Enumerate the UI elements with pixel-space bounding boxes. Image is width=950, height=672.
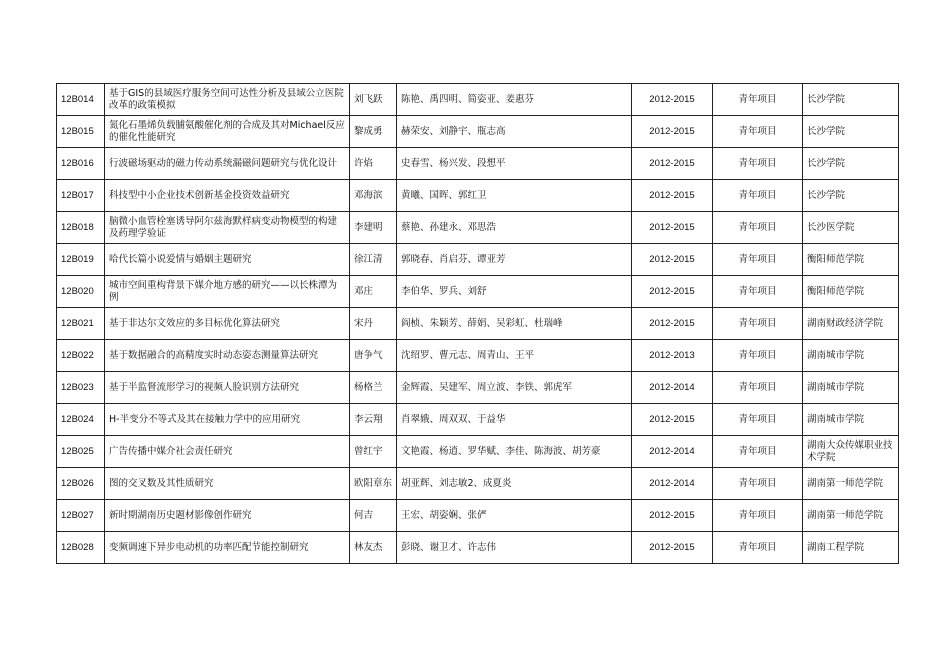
project-years-cell: 2012-2014 <box>632 468 713 500</box>
project-members-cell: 肖翠娥、周双双、于益华 <box>397 404 632 436</box>
project-unit-cell: 湖南城市学院 <box>803 404 899 436</box>
project-unit-cell: 长沙医学院 <box>803 212 899 244</box>
table-row <box>57 276 899 308</box>
project-type-cell: 青年项目 <box>713 276 803 308</box>
project-id-cell: 12B018 <box>57 212 105 244</box>
project-title-cell: 基于半监督流形学习的视频人脸识别方法研究 <box>105 372 350 404</box>
project-id-cell: 12B020 <box>57 276 105 308</box>
project-leader-cell: 刘飞跃 <box>350 84 397 116</box>
table-row <box>57 116 899 148</box>
project-type-cell: 青年项目 <box>713 308 803 340</box>
table-row <box>57 500 899 532</box>
project-years-cell: 2012-2015 <box>632 244 713 276</box>
table-row <box>57 212 899 244</box>
table-row <box>57 148 899 180</box>
project-unit-cell: 湖南城市学院 <box>803 340 899 372</box>
project-type-cell: 青年项目 <box>713 532 803 564</box>
project-title-cell: 行波磁场驱动的磁力传动系统漏磁问题研究与优化设计 <box>105 148 350 180</box>
project-members-cell: 王宏、胡姿娴、张俨 <box>397 500 632 532</box>
project-members-cell: 黄曦、国晖、郭红卫 <box>397 180 632 212</box>
project-members-cell: 胡亚辉、刘志敏2、成夏炎 <box>397 468 632 500</box>
project-years-cell: 2012-2015 <box>632 212 713 244</box>
project-leader-cell: 唐争气 <box>350 340 397 372</box>
project-title-cell: H-半变分不等式及其在接触力学中的应用研究 <box>105 404 350 436</box>
project-leader-cell: 许焰 <box>350 148 397 180</box>
project-title-cell: 脑微小血管栓塞诱导阿尔兹海默样病变动物模型的构建及药理学验证 <box>105 212 350 244</box>
project-years-cell: 2012-2014 <box>632 436 713 468</box>
project-members-cell: 彭晓、谢卫才、许志伟 <box>397 532 632 564</box>
project-id-cell: 12B019 <box>57 244 105 276</box>
project-years-cell: 2012-2013 <box>632 340 713 372</box>
project-type-cell: 青年项目 <box>713 212 803 244</box>
table-row <box>57 372 899 404</box>
project-leader-cell: 林友杰 <box>350 532 397 564</box>
project-leader-cell: 邓庄 <box>350 276 397 308</box>
project-leader-cell: 何吉 <box>350 500 397 532</box>
project-members-cell: 金辉霞、吴建军、周立波、李铁、郭虎军 <box>397 372 632 404</box>
project-years-cell: 2012-2015 <box>632 500 713 532</box>
project-title-cell: 氮化石墨烯负载脯氨酸催化剂的合成及其对Michael反应的催化性能研究 <box>105 116 350 148</box>
project-members-cell: 阎桢、朱颖芳、薛娟、吴彩虹、杜瑞峰 <box>397 308 632 340</box>
project-members-cell: 文艳霞、杨逍、罗华赋、李佳、陈海波、胡芳豪 <box>397 436 632 468</box>
table-row <box>57 340 899 372</box>
project-years-cell: 2012-2015 <box>632 116 713 148</box>
project-unit-cell: 湖南城市学院 <box>803 372 899 404</box>
project-title-cell: 基于GIS的县域医疗服务空间可达性分析及县域公立医院改革的政策模拟 <box>105 84 350 116</box>
table-row <box>57 244 899 276</box>
project-id-cell: 12B016 <box>57 148 105 180</box>
project-type-cell: 青年项目 <box>713 436 803 468</box>
project-years-cell: 2012-2015 <box>632 180 713 212</box>
project-id-cell: 12B021 <box>57 308 105 340</box>
project-type-cell: 青年项目 <box>713 340 803 372</box>
project-title-cell: 城市空间重构背景下媒介地方感的研究——以长株潭为例 <box>105 276 350 308</box>
project-members-cell: 李伯华、罗兵、刘舒 <box>397 276 632 308</box>
project-years-cell: 2012-2015 <box>632 308 713 340</box>
project-title-cell: 基于非达尔文效应的多目标优化算法研究 <box>105 308 350 340</box>
project-id-cell: 12B025 <box>57 436 105 468</box>
project-leader-cell: 杨格兰 <box>350 372 397 404</box>
project-title-cell: 变频调速下异步电动机的功率匹配节能控制研究 <box>105 532 350 564</box>
project-type-cell: 青年项目 <box>713 180 803 212</box>
project-members-cell: 赫荣安、刘静宇、瓶志高 <box>397 116 632 148</box>
project-type-cell: 青年项目 <box>713 404 803 436</box>
table-row <box>57 436 899 468</box>
project-type-cell: 青年项目 <box>713 244 803 276</box>
project-members-cell: 郭晓春、肖启芬、谭亚芳 <box>397 244 632 276</box>
table-row <box>57 468 899 500</box>
project-leader-cell: 邓海滨 <box>350 180 397 212</box>
table-row <box>57 180 899 212</box>
project-unit-cell: 湖南大众传媒职业技术学院 <box>803 436 899 468</box>
project-members-cell: 史春雪、杨兴发、段想平 <box>397 148 632 180</box>
project-type-cell: 青年项目 <box>713 116 803 148</box>
project-type-cell: 青年项目 <box>713 468 803 500</box>
project-table <box>56 83 899 564</box>
project-type-cell: 青年项目 <box>713 500 803 532</box>
project-leader-cell: 曾红宇 <box>350 436 397 468</box>
table-row <box>57 308 899 340</box>
project-leader-cell: 李云翔 <box>350 404 397 436</box>
project-id-cell: 12B026 <box>57 468 105 500</box>
project-unit-cell: 长沙学院 <box>803 148 899 180</box>
project-id-cell: 12B015 <box>57 116 105 148</box>
project-years-cell: 2012-2015 <box>632 404 713 436</box>
project-leader-cell: 宋丹 <box>350 308 397 340</box>
project-members-cell: 蔡艳、孙建永、邓思浩 <box>397 212 632 244</box>
table-body <box>57 84 899 564</box>
project-leader-cell: 徐江清 <box>350 244 397 276</box>
project-members-cell: 沈绍罗、曹元志、周青山、王平 <box>397 340 632 372</box>
project-type-cell: 青年项目 <box>713 372 803 404</box>
project-unit-cell: 长沙学院 <box>803 84 899 116</box>
project-years-cell: 2012-2015 <box>632 148 713 180</box>
project-leader-cell: 欧阳章东 <box>350 468 397 500</box>
project-id-cell: 12B022 <box>57 340 105 372</box>
project-title-cell: 基于数据融合的高精度实时动态姿态测量算法研究 <box>105 340 350 372</box>
project-id-cell: 12B023 <box>57 372 105 404</box>
project-years-cell: 2012-2015 <box>632 532 713 564</box>
table-row <box>57 532 899 564</box>
project-unit-cell: 湖南工程学院 <box>803 532 899 564</box>
project-unit-cell: 湖南第一师范学院 <box>803 468 899 500</box>
project-title-cell: 科技型中小企业技术创新基金投资效益研究 <box>105 180 350 212</box>
project-unit-cell: 衡阳师范学院 <box>803 244 899 276</box>
project-id-cell: 12B028 <box>57 532 105 564</box>
project-title-cell: 新时期湖南历史题材影像创作研究 <box>105 500 350 532</box>
project-type-cell: 青年项目 <box>713 84 803 116</box>
project-id-cell: 12B014 <box>57 84 105 116</box>
project-unit-cell: 湖南财政经济学院 <box>803 308 899 340</box>
project-title-cell: 哈代长篇小说爱情与婚姻主题研究 <box>105 244 350 276</box>
project-id-cell: 12B017 <box>57 180 105 212</box>
project-members-cell: 陈艳、禹四明、简姿亚、姜惠芬 <box>397 84 632 116</box>
project-type-cell: 青年项目 <box>713 148 803 180</box>
project-title-cell: 广告传播中媒介社会责任研究 <box>105 436 350 468</box>
project-unit-cell: 长沙学院 <box>803 180 899 212</box>
project-leader-cell: 黎成勇 <box>350 116 397 148</box>
table-row <box>57 84 899 116</box>
project-title-cell: 图的交叉数及其性质研究 <box>105 468 350 500</box>
project-years-cell: 2012-2015 <box>632 84 713 116</box>
project-years-cell: 2012-2014 <box>632 372 713 404</box>
project-leader-cell: 李建明 <box>350 212 397 244</box>
project-id-cell: 12B027 <box>57 500 105 532</box>
table-row <box>57 404 899 436</box>
project-unit-cell: 长沙学院 <box>803 116 899 148</box>
project-unit-cell: 湖南第一师范学院 <box>803 500 899 532</box>
project-unit-cell: 衡阳师范学院 <box>803 276 899 308</box>
project-id-cell: 12B024 <box>57 404 105 436</box>
project-years-cell: 2012-2015 <box>632 276 713 308</box>
